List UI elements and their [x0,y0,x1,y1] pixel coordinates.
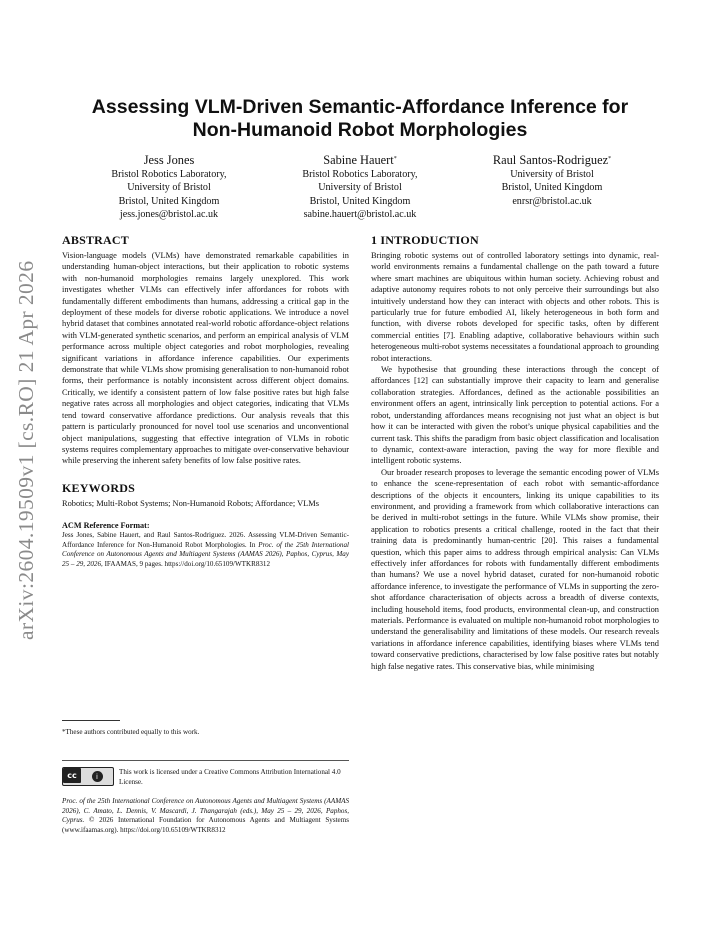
equal-contribution-footnote: *These authors contributed equally to this work. [62,728,200,736]
author-email: jess.jones@bristol.ac.uk [119,208,219,220]
acm-reference-text: Jess Jones, Sabine Hauert, and Raul Santos-Rodriguez. 2026. Assessing VLM-Driven Semantic-Affordance Inference for Non-Humanoid Robot Morphologies. In Proc. of the 25th International Conference on Autonomous Agents and Multiagent Systems (AAMAS 2026), Paphos, Cyprus, May 25 – 29, 2026, IFAAMAS, 9 pages. https://doi.org/10.65109/WTKR8312 [62,531,350,568]
author-block-3 [452,153,652,208]
license-rule [62,760,349,761]
footnote-rule [62,720,120,721]
arxiv-stamp-text: arXiv:2604.19509v1 [cs.RO] 21 Apr 2026 [14,260,38,640]
intro-paragraph-2: We hypothesise that grounding these interactions through the concept of affordances [12] can substantially improve their capacity to learn and generalise collaboration strategies. Affordances, defined as the actionable possibilities an environment offers an agent, intrinsically link perception to potential actions. For a robot, understanding affordances means recognising not just what an object is but how it can be interacted with given the robot’s unique physical capabilities and the current task. This shifts the paradigm from basic object classification and localisation to dynamic, context-aware interaction, paving the way for more flexible and intelligent robotic systems. [371,365,659,466]
author-location: Bristol, United Kingdom [118,195,220,207]
cc-by-license-badge[interactable] [62,767,114,786]
paper-title [62,96,658,142]
author-location: Bristol, United Kingdom [501,182,603,194]
author-affiliation: University of Bristol [127,182,211,194]
author-email: enrsr@bristol.ac.uk [512,195,592,207]
left-column [62,233,349,570]
author-affiliation: Bristol Robotics Laboratory, [302,169,418,180]
intro-paragraph-1: Bringing robotic systems out of controlled laboratory settings into dynamic, real-world environments remains a fundamental challenge on the path toward a future where smart machines are ubiquitous within human society. Achieving robust and adaptive autonomy requires robots to not only perceive their surroundings but also intuitively understand how they can interact with objects and other robots. This is particularly true for future embodied AI, likely heterogeneous in both form and function, with diverse robots developed for specific tasks, often by different commercial entities [7]. Enabling adaptive, collaborative behaviours within such heterogeneous multi-robot systems necessitates a foundational approach to grounding robot interactions. [371,251,659,363]
introduction-heading: 1 INTRODUCTION [371,233,479,247]
abstract-heading: ABSTRACT [62,233,129,247]
license-text: This work is licensed under a Creative Commons Attribution International 4.0 License. [119,768,341,786]
abstract-text: Vision-language models (VLMs) have demonstrated remarkable capabilities in understanding human-object interactions, but their application to robotic systems with non-humanoid morphologies remains largely unexplored. This work investigates whether VLMs can effectively infer affordances for robots with fundamentally different embodiments than humans, addressing a critical gap in the deployment of these models for diverse robotic applications. We introduce a novel hybrid dataset that combines annotated real-world robotic affordance-object relations with VLM-generated synthetic scenarios, and perform an empirical analysis of VLM performance across multiple object categories and robot morphologies, revealing significant variations in affordance inference capabilities. Our experiments demonstrate that while VLMs show promising generalisation to non-humanoid robot forms, their performance is notably inconsistent across different object domains. Critically, we identify a consistent pattern of low false positive rates but high false negative rates across all morphologies and object categories, indicating that VLMs tend toward conservative affordance predictions. Our analysis reveals that this pattern is particularly pronounced for novel tool use scenarios and unconventional object manipulations, suggesting that effective integration of VLMs in robotic systems requires complementary approaches to mitigate over-conservative behaviour while preserving the inherent safety benefits of low false positive rates. [62,251,349,466]
keywords-heading: KEYWORDS [62,480,135,495]
author-location: Bristol, United Kingdom [309,195,411,207]
arxiv-identifier-stamp [0,0,50,932]
title-line-2: Non-Humanoid Robot Morphologies [192,119,528,141]
attribution-icon: i [81,768,113,785]
acm-reference-heading: ACM Reference Format: [62,521,150,531]
right-column [371,233,659,672]
intro-paragraph-3: Our broader research proposes to leverage the semantic encoding power of VLMs to enhance the scene-representation of each robot with semantic-affordance descriptions of the objects it encounters, linking its unique capabilities to its environment, and providing a framework from which collaborative interactions can be derived in multi-robot settings in the future. While VLMs show promise, their application to robotics presents a critical challenge, rooted in the fact that their training data is predominantly human-centric [20]. This raises a fundamental question, which this paper aims to address through empirical analysis: Can VLMs effectively infer affordances for robots with fundamentally different embodiments than humans? We use a novel hybrid dataset, curated for non-humanoid robotic affordance inference, to investigate the performance of VLMs in supporting the zero-shot affordance characterisation of objects across a breadth of diverse contexts, including household items, food products, environmental clean-up, and construction materials. Performance is evaluated on multiple non-humanoid robot morphologies to understand the generalisability and limitations of these models. Our research reveals variations in affordance inference capabilities, identifying biases where VLMs tend toward conservative predictions, characterised by low false positive rates but notably high false negative rates. This conservative bias, while minimising [371,467,659,671]
author-affiliation: University of Bristol [510,169,594,180]
keywords-text: Robotics; Multi-Robot Systems; Non-Humanoid Robots; Affordance; VLMs [62,498,319,508]
author-email: sabine.hauert@bristol.ac.uk [303,208,417,220]
author-block-1 [69,153,269,221]
proceedings-info: Proc. of the 25th International Conference on Autonomous Agents and Multiagent Systems (AAMAS 2026), C. Amato, L. Dennis, V. Mascardi, J. Thangarajah (eds.), May 25 – 29, 2026, Paphos, Cyprus. © 2026 International Foundation for Autonomous Agents and Multiagent Systems (www.ifaamas.org). https://doi.org/10.65109/WTKR8312 [62,797,349,834]
author-affiliation: University of Bristol [318,182,402,194]
author-affiliation: Bristol Robotics Laboratory, [111,169,227,180]
author-name: Jess Jones [143,153,195,167]
title-line-1: Assessing VLM-Driven Semantic-Affordance Inference for [91,96,629,118]
cc-icon: cc [63,768,81,783]
author-name: Sabine Hauert* [323,153,397,167]
author-name: Raul Santos-Rodriguez* [492,153,612,167]
author-block-2 [260,153,460,221]
